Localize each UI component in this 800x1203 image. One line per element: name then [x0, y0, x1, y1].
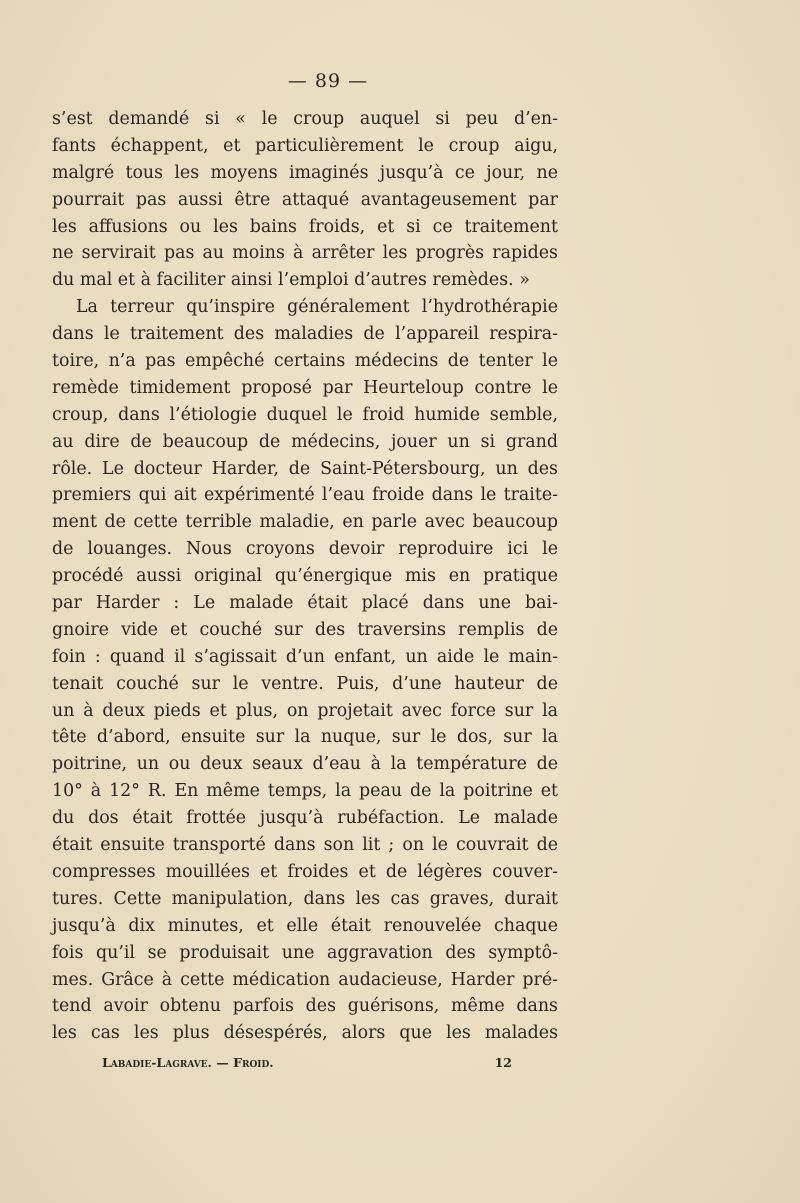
text-line: du dos était frottée jusqu’à rubéfaction. Le malade: [52, 808, 558, 829]
text-line: par Harder : Le malade était placé dans une bai-: [52, 593, 558, 614]
page-footer: [52, 1055, 558, 1070]
text-line: foin : quand il s’agissait d’un enfant, un aide le main-: [52, 646, 558, 667]
text-line: les affusions ou les bains froids, et si ce traitement: [52, 216, 558, 237]
text-line: du mal et à faciliter ainsi l’emploi d’autres remèdes. »: [52, 270, 530, 291]
text-line: tures. Cette manipulation, dans les cas graves, durait: [52, 888, 558, 909]
text-line: 10° à 12° R. En même temps, la peau de la poitrine et: [52, 781, 558, 802]
text-line: de louanges. Nous croyons devoir reproduire ici le: [52, 539, 558, 560]
text-line: remède timidement proposé par Heurteloup contre le: [52, 377, 558, 398]
text-line: tenait couché sur le ventre. Puis, d’une hauteur de: [52, 673, 558, 694]
text-line: s’est demandé si « le croup auquel si peu d’en-: [52, 109, 558, 129]
text-line: fants échappent, et particulièrement le croup aigu,: [52, 135, 558, 156]
text-line: compresses mouillées et froides et de légères couver-: [52, 861, 558, 882]
text-line: gnoire vide et couché sur des traversins remplis de: [52, 619, 558, 640]
text-line: premiers qui ait expérimenté l’eau froide dans le traite-: [52, 485, 558, 506]
text-line: ne servirait pas au moins à arrêter les progrès rapides: [52, 243, 558, 264]
printer-signature: Labadie-Lagrave. — Froid.: [102, 1055, 274, 1070]
text-line: un à deux pieds et plus, on projetait avec force sur la: [52, 700, 558, 721]
text-line: poitrine, un ou deux seaux d’eau à la température de: [52, 754, 558, 775]
sheet-number: 12: [494, 1055, 512, 1070]
text-line: pourrait pas aussi être attaqué avantageusement par: [52, 189, 558, 210]
paragraph-first-line: La terreur qu’inspire généralement l’hydrothérapie: [76, 297, 558, 318]
page-number: — 89 —: [287, 70, 369, 92]
text-line: malgré tous les moyens imaginés jusqu’à ce jour, ne: [52, 162, 558, 183]
book-page: [52, 64, 558, 1047]
text-line: les cas les plus désespérés, alors que les malades: [52, 1023, 558, 1044]
text-line: tête d’abord, ensuite sur la nuque, sur le dos, sur la: [52, 727, 558, 748]
body-text: [52, 106, 558, 1047]
text-line: jusqu’à dix minutes, et elle était renouvelée chaque: [52, 915, 558, 936]
text-line: croup, dans l’étiologie duquel le froid humide semble,: [52, 404, 558, 425]
text-line: tend avoir obtenu parfois des guérisons, même dans: [52, 996, 558, 1017]
text-line: toire, n’a pas empêché certains médecins de tenter le: [52, 351, 558, 372]
text-line: au dire de beaucoup de médecins, jouer un si grand: [52, 431, 558, 452]
text-line: dans le traitement des maladies de l’appareil respira-: [52, 324, 558, 345]
text-line: procédé aussi original qu’énergique mis en pratique: [52, 566, 558, 587]
text-line: fois qu’il se produisait une aggravation des symptô-: [52, 942, 558, 963]
text-line: était ensuite transporté dans son lit ; on le couvrait de: [52, 835, 558, 856]
text-line: ment de cette terrible maladie, en parle avec beaucoup: [52, 512, 558, 533]
text-line: rôle. Le docteur Harder, de Saint-Pétersbourg, un des: [52, 458, 558, 479]
text-line: mes. Grâce à cette médication audacieuse, Harder pré-: [52, 969, 558, 990]
